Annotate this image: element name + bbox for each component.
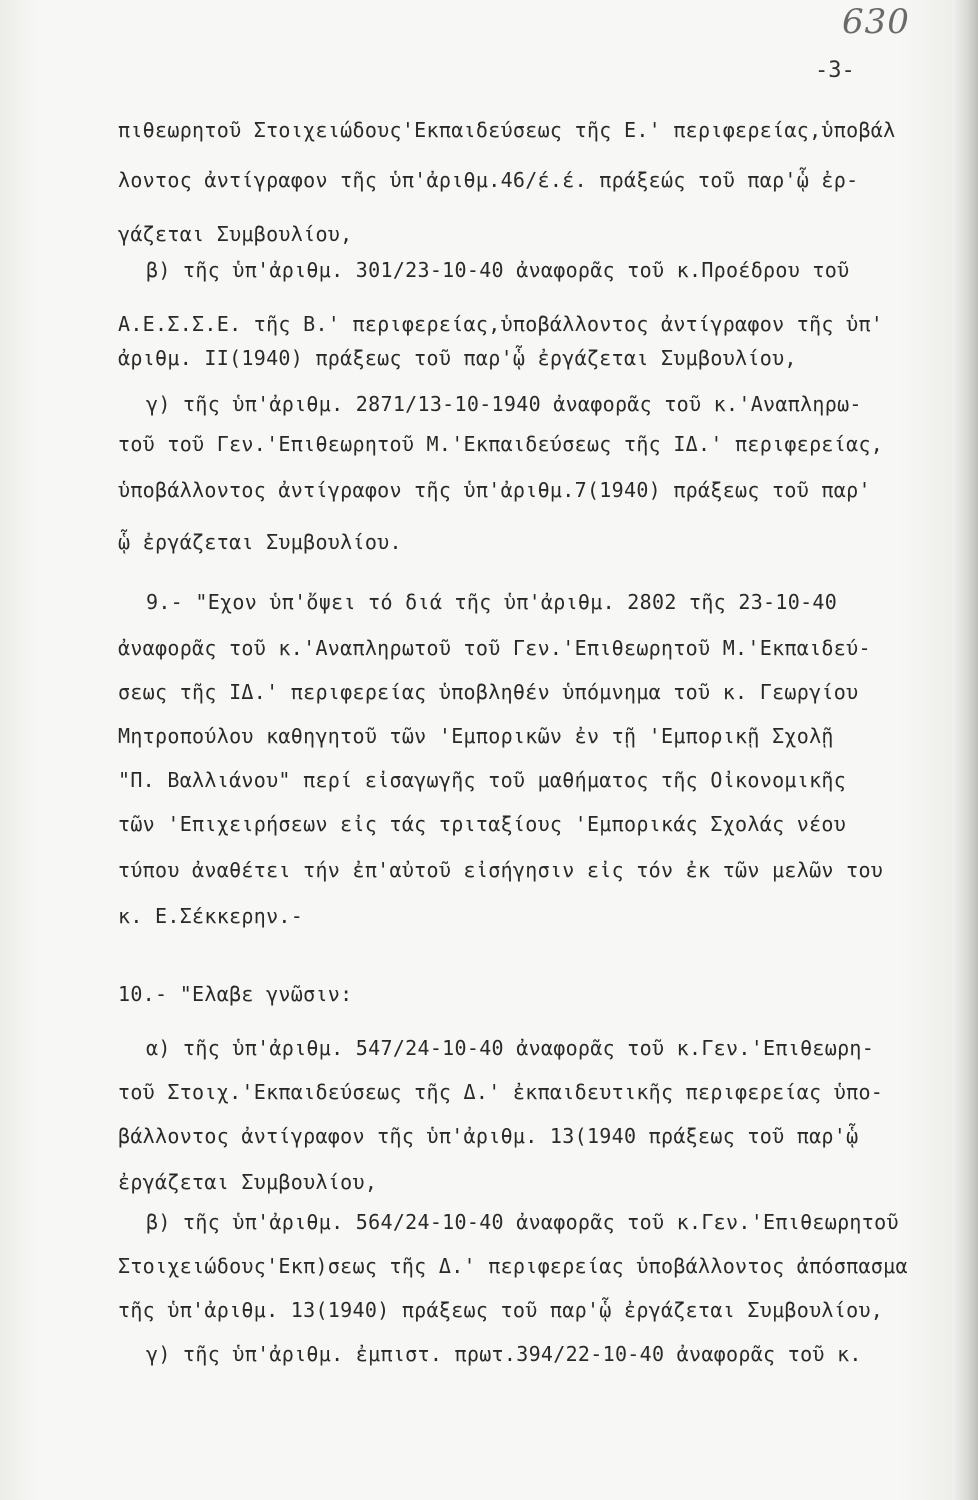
text-line: ὑποβάλλοντος ἀντίγραφον τῆς ὑπ'ἀριθμ.7(1940) πράξεως τοῦ παρ' bbox=[118, 478, 871, 502]
text-line: ἐργάζεται Συμβουλίου, bbox=[118, 1170, 378, 1194]
text-line: Μητροπούλου καθηγητοῦ τῶν 'Εμπορικῶν ἐν τῇ 'Εμπορικῇ Σχολῇ bbox=[118, 724, 834, 748]
text-line: γάζεται Συμβουλίου, bbox=[118, 222, 353, 246]
text-line: "Π. Βαλλιάνου" περί εἰσαγωγῆς τοῦ μαθήματος τῆς Οἰκονομικῆς bbox=[118, 768, 847, 792]
text-line: τοῦ Στοιχ.'Εκπαιδεύσεως τῆς Δ.' ἐκπαιδευτικῆς περιφερείας ὑπο- bbox=[118, 1080, 884, 1104]
text-line: γ) τῆς ὑπ'ἀριθμ. ἐμπιστ. πρωτ.394/22-10-40 ἀναφορᾶς τοῦ κ. bbox=[146, 1342, 862, 1366]
text-line: σεως τῆς ΙΔ.' περιφερείας ὑποβληθέν ὑπόμνημα τοῦ κ. Γεωργίου bbox=[118, 680, 859, 704]
text-line: ἀναφορᾶς τοῦ κ.'Αναπληρωτοῦ τοῦ Γεν.'Επιθεωρητοῦ Μ.'Εκπαιδεύ- bbox=[118, 636, 871, 660]
text-line: λοντος ἀντίγραφον τῆς ὑπ'ἀριθμ.46/έ.έ. πράξεώς τοῦ παρ'ᾧ ἐρ- bbox=[118, 168, 859, 192]
page-edge-shadow bbox=[952, 0, 978, 1500]
text-line: τύπου ἀναθέτει τήν ἐπ'αὐτοῦ εἰσήγησιν εἰς τόν ἐκ τῶν μελῶν του bbox=[118, 858, 884, 882]
text-line: β) τῆς ὑπ'ἀριθμ. 301/23-10-40 ἀναφορᾶς τοῦ κ.Προέδρου τοῦ bbox=[146, 258, 850, 282]
text-line: 10.- "Ελαβε γνῶσιν: bbox=[118, 982, 353, 1006]
text-line: τῆς ὑπ'ἀριθμ. 13(1940) πράξεως τοῦ παρ'ᾧ ἐργάζεται Συμβουλίου, bbox=[118, 1298, 884, 1322]
handwritten-page-number: 630 bbox=[842, 2, 910, 42]
text-line: κ. Ε.Σέκκερην.- bbox=[118, 904, 304, 928]
text-line: 9.- "Εχον ὑπ'ὄψει τό διά τῆς ὑπ'ἀριθμ. 2802 τῆς 23-10-40 bbox=[146, 590, 838, 614]
text-line: Στοιχειώδους'Εκπ)σεως τῆς Δ.' περιφερείας ὑποβάλλοντος ἀπόσπασμα bbox=[118, 1254, 908, 1278]
text-line: Α.Ε.Σ.Σ.Ε. τῆς Β.' περιφερείας,ὑποβάλλοντος ἀντίγραφον τῆς ὑπ' bbox=[118, 312, 884, 336]
page-number: -3- bbox=[815, 58, 855, 83]
text-line: τοῦ τοῦ Γεν.'Επιθεωρητοῦ Μ.'Εκπαιδεύσεως τῆς ΙΔ.' περιφερείας, bbox=[118, 432, 884, 456]
text-line: β) τῆς ὑπ'ἀριθμ. 564/24-10-40 ἀναφορᾶς τοῦ κ.Γεν.'Επιθεωρητοῦ bbox=[146, 1210, 899, 1234]
text-line: ἀριθμ. ΙΙ(1940) πράξεως τοῦ παρ'ᾧ ἐργάζεται Συμβουλίου, bbox=[118, 346, 797, 370]
text-line: βάλλοντος ἀντίγραφον τῆς ὑπ'ἀριθμ. 13(1940 πράξεως τοῦ παρ'ᾧ bbox=[118, 1124, 859, 1148]
text-line: πιθεωρητοῦ Στοιχειώδους'Εκπαιδεύσεως τῆς Ε.' περιφερείας,ὑποβάλ bbox=[118, 118, 896, 142]
text-line: ᾧ ἐργάζεται Συμβουλίου. bbox=[118, 530, 402, 554]
text-line: γ) τῆς ὑπ'ἀριθμ. 2871/13-10-1940 ἀναφορᾶς τοῦ κ.'Αναπληρω- bbox=[146, 392, 862, 416]
text-line: τῶν 'Επιχειρήσεων εἰς τάς τριταξίους 'Εμπορικάς Σχολάς νέου bbox=[118, 812, 847, 836]
text-line: α) τῆς ὑπ'ἀριθμ. 547/24-10-40 ἀναφορᾶς τοῦ κ.Γεν.'Επιθεωρη- bbox=[146, 1036, 875, 1060]
